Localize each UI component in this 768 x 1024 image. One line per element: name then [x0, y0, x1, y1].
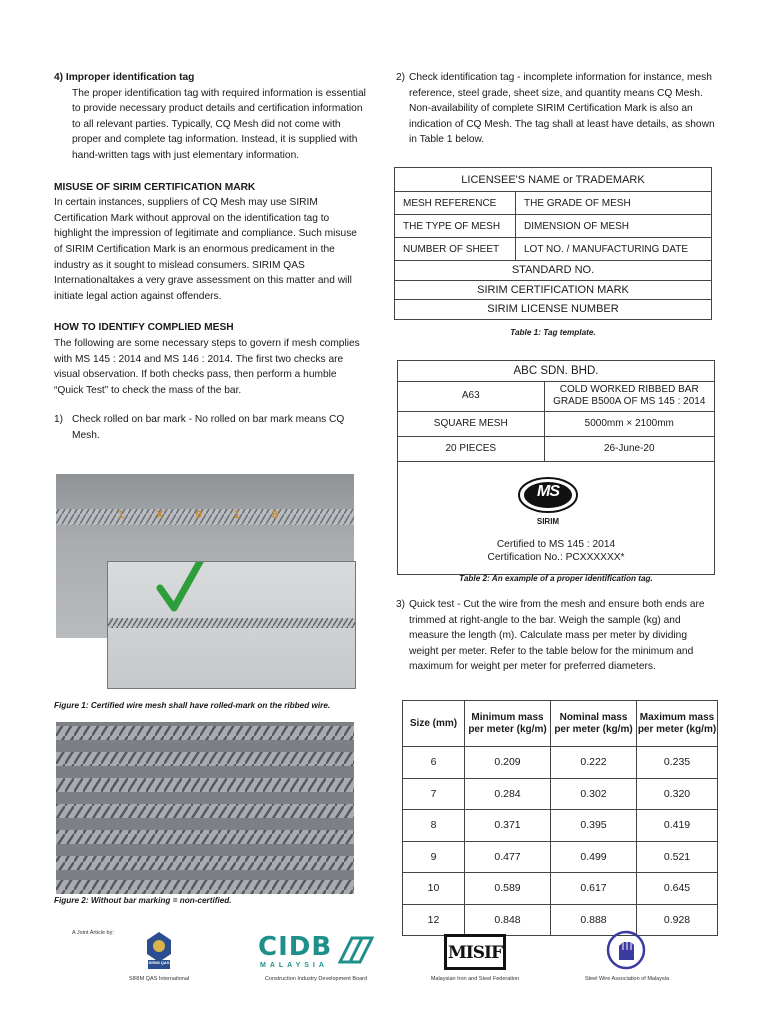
mass-table-cell: 0.617	[551, 873, 637, 905]
tag-template-cell: NUMBER OF SHEET	[395, 238, 516, 261]
step1	[54, 412, 366, 443]
ms-logo-text: MS	[537, 482, 559, 500]
mass-table-cell: 6	[403, 747, 465, 779]
tag-example-grade-line1: COLD WORKED RIBBED BAR	[559, 384, 699, 395]
table-row	[403, 841, 718, 873]
step2-number: 2)	[396, 72, 406, 83]
howto-paragraph: The following are some necessary steps to govern if mesh complies with MS 145 : 2014 and MS 146 : 2014. The first two checks are visual observation. If both checks pass, then perform a humble “Quick Test” to check the mass of the bar.	[54, 337, 360, 396]
bar-mark-labels	[118, 509, 278, 521]
tag-example-cert-no: Certification No.: PCXXXXXX*	[487, 551, 625, 563]
tag-template-table	[394, 167, 712, 320]
cidb-sub: MALAYSIA	[260, 962, 328, 969]
mass-table-cell: 0.284	[465, 778, 551, 810]
table-row	[403, 904, 718, 936]
mass-table-cell: 7	[403, 778, 465, 810]
mass-table-header: Size (mm)	[403, 701, 465, 747]
tag-template-footer: SIRIM LICENSE NUMBER	[395, 300, 712, 320]
tag-example-grade-line2: GRADE B500A OF MS 145 : 2014	[553, 396, 706, 407]
step2-text: Check identification tag - incomplete information for instance, mesh reference, steel grade, sheet size, and quantity means CQ Mesh. Non-availability of complete SIRIM Certification Mark is also an indication of CQ Mesh. The tag shall at least have details, as shown in Table 1 below.	[409, 72, 715, 146]
tag-example-certified-to: Certified to MS 145 : 2014	[496, 538, 616, 550]
step3	[396, 597, 718, 675]
mass-table-cell: 10	[403, 873, 465, 905]
figure2-caption: Figure 2: Without bar marking = non-certified.	[54, 896, 232, 905]
step1-text: Check rolled on bar mark - No rolled on bar mark means CQ Mesh.	[72, 414, 345, 441]
table2-caption: Table 2: An example of a proper identification tag.	[459, 574, 653, 583]
swam-fist-logo-icon	[606, 930, 646, 970]
tag-example-date: 26-June-20	[544, 436, 714, 461]
bar-mark-char: X	[156, 509, 164, 521]
section4-paragraph: The proper identification tag with required information is essential to provide necessary product details and certification information to all relevant parties. Typically, CQ Mesh did not come with proper and complete tag information. Instead, it is supplied with hand-written tags with just elementary information.	[72, 87, 366, 161]
unmarked-bars-photo	[56, 722, 354, 894]
mass-table-cell: 0.477	[465, 841, 551, 873]
inset-bar-photo	[107, 561, 356, 689]
mass-table-cell: 0.521	[637, 841, 718, 873]
tag-template-cell: LOT NO. / MANUFACTURING DATE	[516, 238, 712, 261]
table-row	[403, 810, 718, 842]
mass-table-header: Maximum mass per meter (kg/m)	[637, 701, 718, 747]
ms-logo-label: SIRIM	[536, 516, 560, 526]
mass-table-cell: 0.320	[637, 778, 718, 810]
cidb-emblem-icon	[338, 934, 374, 964]
mass-table-cell: 0.928	[637, 904, 718, 936]
mass-table-cell: 0.222	[551, 747, 637, 779]
misif-mark: MISIF	[447, 943, 503, 963]
swam-label: Steel Wire Association of Malaysia	[584, 976, 670, 982]
misif-label: Malaysian Iron and Steel Federation	[430, 976, 520, 982]
table1-caption: Table 1: Tag template.	[510, 328, 596, 337]
cidb-label: Construction Industry Development Board	[264, 976, 368, 982]
mass-table-cell: 0.209	[465, 747, 551, 779]
tag-example-type: SQUARE MESH	[398, 411, 544, 436]
howto-heading: HOW TO IDENTIFY COMPLIED MESH	[54, 322, 234, 334]
mass-per-meter-table	[402, 700, 718, 936]
tag-example	[397, 360, 715, 575]
mass-table-cell: 0.645	[637, 873, 718, 905]
tag-example-cert-area	[398, 462, 714, 574]
tag-example-dimension: 5000mm × 2100mm	[544, 411, 714, 436]
step2	[396, 70, 718, 148]
sirim-qas-mark: SIRIM QAS	[148, 960, 170, 965]
mass-table-header: Minimum mass per meter (kg/m)	[465, 701, 551, 747]
tag-template-header: LICENSEE'S NAME or TRADEMARK	[395, 168, 712, 192]
tag-example-mesh-ref: A63	[398, 381, 544, 411]
cidb-logo	[258, 932, 374, 972]
figure1-caption: Figure 1: Certified wire mesh shall have rolled-mark on the ribbed wire.	[54, 701, 331, 710]
mass-table-cell: 12	[403, 904, 465, 936]
mass-table-cell: 0.848	[465, 904, 551, 936]
bar-mark-char: 8	[271, 509, 278, 521]
ribbed-bars-stack	[56, 722, 354, 894]
misuse-paragraph: In certain instances, suppliers of CQ Mesh may use SIRIM Certification Mark without approval on the identification tag to highlight the impression of legitimate and compliance. Such misuse of SIRIM Certification Mark is an enormous predicament in the industry as it sought to mislead consumers. SIRIM QAS Internationaltakes a very grave assessment on this matter and will initiate legal action against offenders.	[54, 197, 357, 302]
tag-template-footer: STANDARD NO.	[395, 261, 712, 281]
tag-example-grade	[544, 381, 714, 411]
mass-table-cell: 0.302	[551, 778, 637, 810]
mass-table-cell: 0.371	[465, 810, 551, 842]
cidb-mark: CIDB	[258, 932, 333, 962]
left-column	[54, 70, 366, 443]
tag-template-cell: MESH REFERENCE	[395, 192, 516, 215]
step3-text: Quick test - Cut the wire from the mesh and ensure both ends are trimmed at right-angle to the bar. Weigh the sample (kg) and measure the length (m). Calculate mass per meter by dividing weight per meter. Refer to the table below for the minimum and maximum for weight per meter for preferred diameters.	[409, 599, 705, 673]
tag-example-company: ABC SDN. BHD.	[398, 361, 714, 381]
section4-heading: 4) Improper identification tag	[54, 72, 195, 83]
table-row	[403, 873, 718, 905]
mass-table-cell: 9	[403, 841, 465, 873]
tag-template-cell: DIMENSION OF MESH	[516, 215, 712, 238]
mass-table-cell: 0.499	[551, 841, 637, 873]
misuse-heading: MISUSE OF SIRIM CERTIFICATION MARK	[54, 181, 256, 193]
bar-mark-char: 9	[195, 509, 202, 521]
tag-template-cell: THE TYPE OF MESH	[395, 215, 516, 238]
sirim-qas-label: SIRIM QAS International	[128, 976, 190, 982]
mass-table-cell: 0.589	[465, 873, 551, 905]
ribbed-bar-inset	[108, 562, 356, 689]
bar-mark-char: 1	[118, 509, 125, 521]
table-row	[403, 747, 718, 779]
mass-table-cell: 0.395	[551, 810, 637, 842]
green-checkmark-icon	[156, 561, 206, 614]
tag-template-footer: SIRIM CERTIFICATION MARK	[395, 280, 712, 300]
joint-article-label: A Joint Article by:	[72, 930, 114, 936]
tag-template-cell: THE GRADE OF MESH	[516, 192, 712, 215]
mass-table-header: Nominal mass per meter (kg/m)	[551, 701, 637, 747]
mass-table-cell: 8	[403, 810, 465, 842]
misif-logo	[444, 934, 506, 970]
mass-table-cell: 0.235	[637, 747, 718, 779]
step3-number: 3)	[396, 599, 406, 610]
bar-mark-char: 1	[233, 509, 240, 521]
tag-example-sheets: 20 PIECES	[398, 436, 544, 461]
mass-table-cell: 0.888	[551, 904, 637, 936]
mass-table-cell: 0.419	[637, 810, 718, 842]
step1-number: 1)	[54, 414, 64, 426]
table-row	[403, 778, 718, 810]
